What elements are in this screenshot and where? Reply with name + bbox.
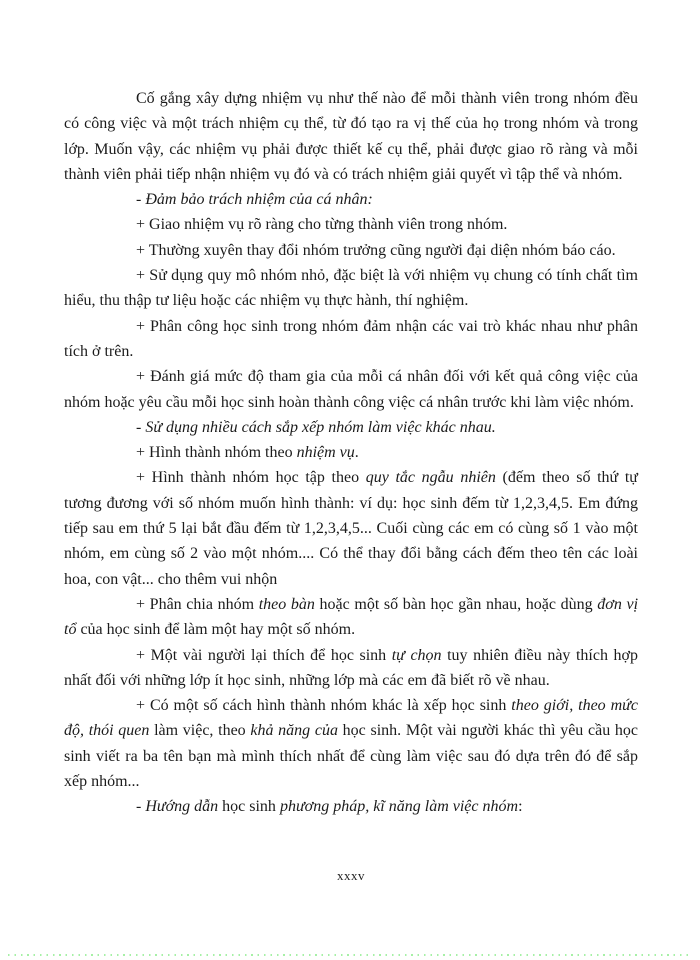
text-run: + Phân công học sinh trong nhóm đảm nhận các vai trò khác nhau như phân tích ở trên.: [64, 317, 638, 360]
text-run-italic: quy tắc ngẫu nhiên: [365, 469, 503, 487]
text-run-italic: theo giới, theo mức độ, thói quen: [64, 697, 638, 740]
text-run-italic: - Sử dụng nhiều cách sắp xếp nhóm làm việc khác nhau.: [136, 418, 496, 436]
text-run: học sinh: [222, 798, 280, 816]
text-run: + Giao nhiệm vụ rõ ràng cho từng thành viên trong nhóm.: [136, 216, 508, 234]
paragraph: [64, 465, 638, 591]
text-run: + Hình thành nhóm theo: [136, 444, 297, 462]
text-run: làm việc, theo: [154, 722, 251, 740]
text-run: .: [354, 444, 359, 462]
paragraph: [64, 794, 638, 819]
text-run: của học sinh để làm một hay một số nhóm.: [80, 621, 356, 639]
text-run-italic: - Đảm bảo trách nhiệm của cá nhân:: [136, 191, 373, 209]
paragraph: [64, 415, 638, 440]
text-run: học sinh. Một vài người khác thì yêu cầu học sinh viết ra ba tên bạn mà mình thích nhất để cùng làm việc sau đó dựa trên đó để sắp xếp nhóm...: [64, 722, 639, 791]
page-number: xxxv: [337, 868, 365, 883]
paragraph: [64, 263, 638, 314]
paragraph: [64, 440, 638, 465]
text-run: + Một vài người lại thích để học sinh: [136, 646, 392, 664]
paragraph: [64, 238, 638, 263]
paragraph: [64, 314, 638, 365]
paragraph: [64, 643, 638, 694]
document-body: [64, 86, 638, 820]
text-run: + Phân chia nhóm: [136, 595, 259, 613]
text-run: -: [136, 798, 146, 816]
text-run: + Có một số cách hình thành nhóm khác là xếp học sinh: [136, 697, 512, 715]
text-run: (đếm theo số thứ tự tương đương với số nhóm muốn hình thành: ví dụ: học sinh đếm từ 1,2,3,4,5. Em đứng tiếp sau em thứ 5 lại bắt đầu đếm từ 1,2,3,4,5... Cuối cùng các em có cùng số 1 vào một nhóm, em cùng số 2 vào một nhóm.... Có thể thay đổi bằng cách đếm theo tên các loài hoa, con vật... cho thêm vui nhộn: [64, 469, 638, 588]
paragraph: [64, 693, 638, 794]
text-run-italic: nhiệm vụ: [296, 444, 355, 462]
text-run-italic: Hướng dẫn: [145, 798, 223, 816]
text-run: tuy nhiên điều này thích hợp nhất đối với những lớp ít học sinh, những lớp mà các em đã biết rõ về nhau.: [64, 646, 638, 689]
text-run: Cố gắng xây dựng nhiệm vụ như thế nào để mỗi thành viên trong nhóm đều có công việc và một trách nhiệm cụ thể, từ đó tạo ra vị thế của họ trong nhóm và trong lớp. Muốn vậy, các nhiệm vụ phải được thiết kế cụ thể, phải được giao rõ ràng và mỗi thành viên phải tiếp nhận nhiệm vụ đó và có trách nhiệm giải quyết vì tập thể và nhóm.: [64, 90, 638, 183]
text-run: hoặc một số bàn học gần nhau, hoặc dùng: [319, 595, 598, 613]
text-run-italic: tự chọn: [391, 646, 448, 664]
text-run-italic: đơn vị tổ: [64, 595, 639, 639]
paragraph: [64, 364, 638, 415]
text-run-italic: phương pháp, kĩ năng làm việc nhóm: [279, 798, 519, 816]
text-run-italic: khả năng của: [250, 722, 343, 740]
text-run: + Đánh giá mức độ tham gia của mỗi cá nhân đối với kết quả công việc của nhóm hoặc yêu cầu mỗi học sinh hoàn thành công việc cá nhân trước khi làm việc nhóm.: [64, 368, 638, 411]
dotted-divider: [8, 954, 692, 956]
paragraph: [64, 592, 638, 643]
text-run: + Hình thành nhóm học tập theo: [136, 469, 366, 487]
text-run-italic: theo bàn: [258, 595, 320, 613]
text-run: + Thường xuyên thay đổi nhóm trưởng cũng người đại diện nhóm báo cáo.: [136, 241, 616, 259]
paragraph: [64, 86, 638, 187]
text-run: + Sử dụng quy mô nhóm nhỏ, đặc biệt là với nhiệm vụ chung có tính chất tìm hiểu, thu thập tư liệu hoặc các nhiệm vụ thực hành, thí nghiệm.: [64, 267, 638, 310]
paragraph: [64, 187, 638, 212]
text-run: :: [518, 798, 523, 816]
paragraph: [64, 212, 638, 237]
